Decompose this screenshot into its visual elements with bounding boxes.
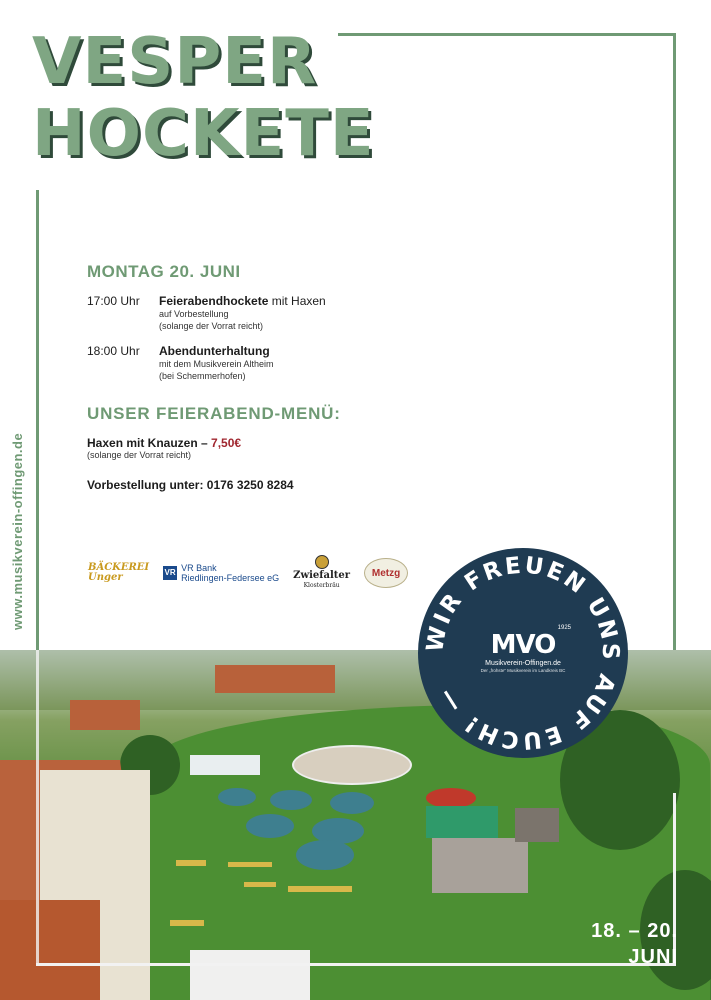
- schedule-item: [87, 344, 507, 382]
- zw-line-2: Klosterbräu: [303, 582, 340, 589]
- photo-tent: [190, 950, 310, 1000]
- event-title: [159, 344, 274, 358]
- event-title: [159, 294, 326, 308]
- poster-title: [32, 26, 375, 170]
- mvo-logo: [473, 625, 573, 674]
- photo-umbrella: [330, 792, 374, 814]
- event-sub-1: auf Vorbestellung: [159, 309, 229, 319]
- photo-trailer: [515, 808, 559, 842]
- photo-umbrella: [270, 790, 312, 810]
- photo-stage: [432, 838, 528, 893]
- menu-heading: UNSER FEIERABEND-MENÜ:: [87, 404, 341, 423]
- photo-tent: [190, 755, 260, 775]
- frame-line-top: [338, 33, 676, 36]
- title-line-2: HOCKETE: [32, 97, 375, 171]
- event-time: 18:00 Uhr: [87, 344, 140, 358]
- photo-bench: [176, 860, 206, 866]
- event-sub-1: mit dem Musikverein Altheim: [159, 359, 274, 369]
- frame-line-photo-left: [36, 650, 39, 966]
- sponsor-vr-bank-logo: [163, 563, 279, 583]
- event-sub-2: (bei Schemmerhofen): [159, 371, 246, 381]
- website-url[interactable]: www.musikverein-offingen.de: [10, 432, 25, 630]
- vr-line-1: VR Bank: [181, 563, 217, 573]
- event-title-rest: mit Haxen: [268, 294, 326, 308]
- zw-line-1: Zwiefalter: [293, 570, 351, 581]
- vr-line-2: Riedlingen-Federsee eG: [181, 573, 280, 583]
- unger-line-1: BÄCKEREI: [88, 562, 150, 573]
- photo-bench: [244, 882, 276, 887]
- photo-roof: [0, 900, 100, 1000]
- photo-umbrella: [246, 814, 294, 838]
- menu-item-name: Haxen mit Knauzen –: [87, 436, 208, 450]
- title-line-1: VESPER: [32, 25, 318, 99]
- event-info: [87, 262, 507, 492]
- day-heading: MONTAG 20. JUNI: [87, 262, 241, 281]
- sponsor-baeckerei-unger-logo: [88, 563, 149, 583]
- photo-tent: [426, 806, 498, 838]
- event-sub-2: (solange der Vorrat reicht): [159, 321, 264, 331]
- schedule-item: [87, 294, 507, 332]
- badge-ring-textpath: WIR FREUEN UNS AUF EUCH! —: [422, 552, 624, 754]
- dates-line-1: 18. – 20.: [591, 920, 678, 942]
- logo-name: Musikverein-Offingen.de: [485, 660, 561, 667]
- photo-house: [70, 700, 140, 730]
- photo-house: [215, 665, 335, 693]
- photo-bench: [228, 862, 272, 867]
- menu-item-price: 7,50€: [211, 436, 242, 450]
- sponsor-zwiefalter-logo: [293, 555, 350, 591]
- event-title-bold: Abendunterhaltung: [159, 344, 270, 358]
- sponsor-metzg-logo: Metzg: [364, 558, 408, 588]
- event-details: [159, 344, 274, 382]
- vr-mark-icon: VR: [163, 566, 177, 580]
- sponsor-logos: [88, 555, 408, 591]
- menu-note: (solange der Vorrat reicht): [87, 450, 192, 460]
- photo-umbrella: [426, 788, 476, 808]
- logo-mark: MVO: [490, 630, 556, 660]
- event-title-bold: Feierabendhockete: [159, 294, 269, 308]
- photo-umbrella: [218, 788, 256, 806]
- circle-badge: [418, 548, 628, 758]
- photo-umbrella: [296, 840, 354, 870]
- photo-fountain: [292, 745, 412, 785]
- menu-item: [87, 436, 507, 450]
- event-dates: [573, 918, 678, 970]
- unger-line-2: Unger: [88, 572, 123, 583]
- event-details: [159, 294, 326, 332]
- frame-line-left: [36, 190, 39, 650]
- crest-icon: [315, 555, 329, 569]
- preorder-phone: Vorbestellung unter: 0176 3250 8284: [87, 478, 294, 492]
- logo-tagline: Der „frohste“ Musikverein im Landkreis BC: [480, 668, 566, 673]
- dates-line-2: JUNI: [628, 946, 678, 968]
- photo-bench: [170, 920, 204, 926]
- logo-year: 1925: [557, 625, 571, 631]
- photo-bench: [288, 886, 352, 892]
- event-time: 17:00 Uhr: [87, 294, 140, 308]
